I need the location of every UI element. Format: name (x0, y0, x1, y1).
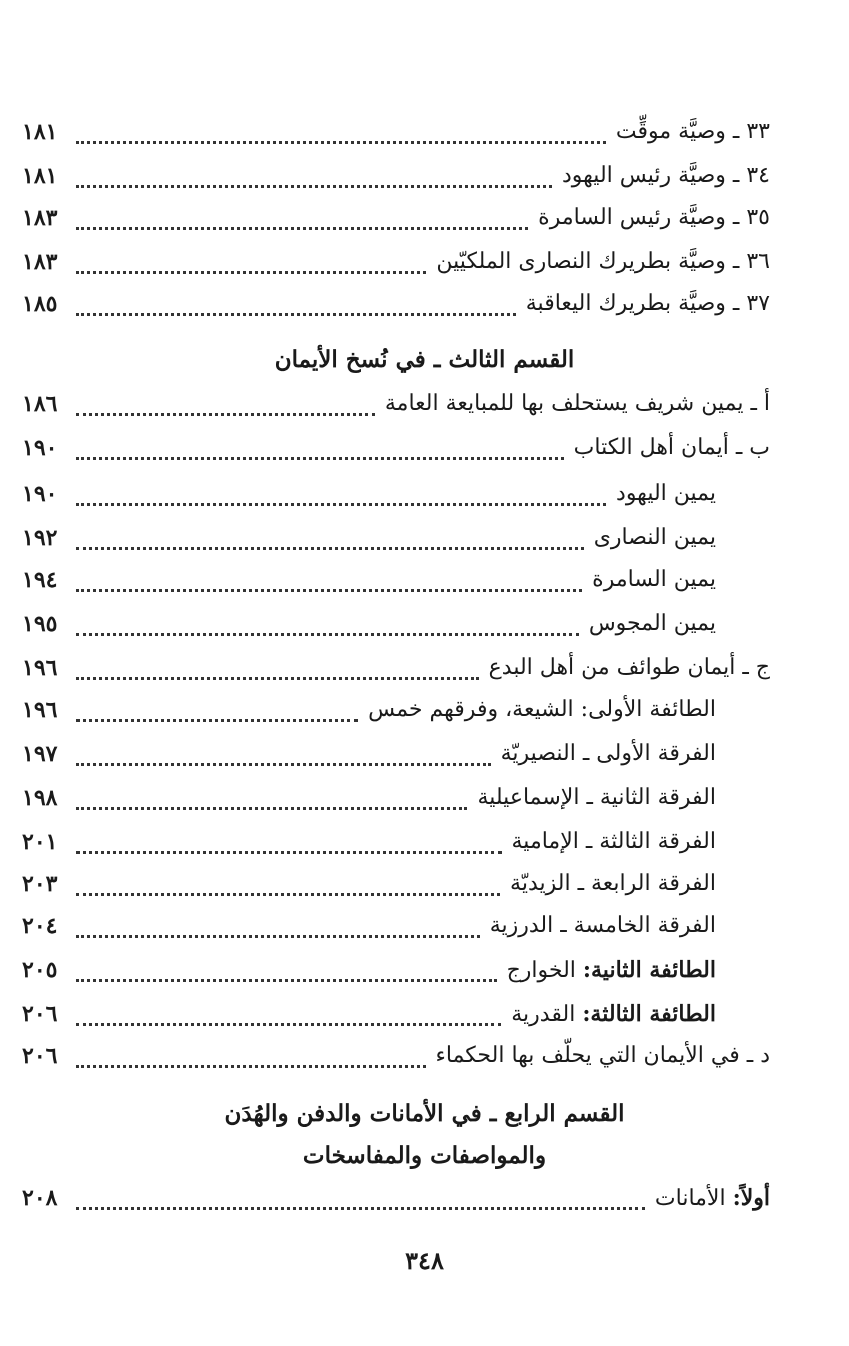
leader-dots (76, 717, 358, 722)
toc-entry-page: ١٩٦ (22, 655, 58, 681)
leader-dots (76, 631, 579, 636)
toc-entry-page: ١٩٤ (22, 567, 58, 593)
toc-entry-title: الفرقة الرابعة ـ الزيديّة (510, 871, 716, 896)
toc-entry-title: ب ـ أيمان أهل الكتاب (573, 435, 770, 460)
toc-entry-page: ١٩٠ (22, 435, 58, 461)
section-heading: القسم الثالث ـ في نُسخ الأيمان (274, 346, 575, 373)
toc-entry (22, 384, 770, 424)
toc-entry-title (655, 1178, 770, 1219)
toc-entry (22, 198, 770, 238)
toc-entry-title: يمين اليهود (616, 481, 716, 506)
toc-entry (22, 648, 770, 688)
leader-dots (76, 1205, 645, 1210)
toc-entry-label: الطائفة الثالثة: (582, 1000, 716, 1027)
leader-dots (76, 849, 502, 854)
leader-dots (76, 225, 528, 230)
toc-entry (22, 1178, 770, 1218)
toc-entry-title: ٣٤ ـ وصيَّة رئيس اليهود (562, 163, 770, 188)
toc-entry (22, 242, 770, 282)
toc-entry-page: ٢٠٨ (22, 1185, 58, 1211)
toc-entry (22, 156, 770, 196)
toc-entry-page: ١٩٨ (22, 785, 58, 811)
toc-entry (22, 994, 770, 1034)
section-heading-continued: والمواصفات والمفاسخات (302, 1142, 547, 1169)
toc-entry-page: ٢٠٦ (22, 1001, 58, 1027)
leader-dots (76, 1021, 501, 1026)
toc-entry-title: الفرقة الأولى ـ النصيريّة (500, 741, 716, 766)
leader-dots (76, 933, 480, 938)
leader-dots (76, 675, 479, 680)
toc-entry-title: الفرقة الثالثة ـ الإمامية (511, 829, 716, 854)
toc-entry-page: ٢٠٣ (22, 871, 58, 897)
leader-dots (76, 977, 497, 982)
toc-entry (22, 560, 770, 600)
toc-entry (22, 474, 770, 514)
toc-entry-title: د ـ في الأيمان التي يحلّف بها الحكماء (435, 1043, 770, 1068)
leader-dots (76, 891, 500, 896)
toc-entry (22, 604, 770, 644)
toc-entry-title: ٣٧ ـ وصيَّة بطريرك اليعاقبة (525, 291, 770, 316)
toc-entry-title: أ ـ يمين شريف يستحلف بها للمبايعة العامة (384, 391, 770, 416)
leader-dots (76, 183, 552, 188)
toc-entry-text: الأمانات (654, 1185, 726, 1211)
toc-entry-page: ٢٠٦ (22, 1043, 58, 1069)
toc-entry-page: ١٨٣ (22, 249, 58, 275)
toc-entry-title: الطائفة الأولى: الشيعة، وفرقهم خمس (368, 697, 716, 722)
toc-entry-title: يمين المجوس (588, 611, 716, 636)
toc-entry-text: الخوارج (506, 957, 576, 983)
toc-entry-title: الفرقة الثانية ـ الإسماعيلية (477, 785, 716, 810)
toc-entry (22, 1036, 770, 1076)
toc-entry (22, 428, 770, 468)
toc-entry-page: ٢٠٥ (22, 957, 58, 983)
toc-entry-title: يمين السامرة (592, 567, 716, 592)
toc-entry-page: ٢٠٤ (22, 913, 58, 939)
toc-entry-page: ١٨١ (22, 119, 58, 145)
toc-entry (22, 690, 770, 730)
toc-entry-page: ١٩٠ (22, 481, 58, 507)
toc-entry-page: ٢٠١ (22, 829, 58, 855)
leader-dots (76, 411, 375, 416)
toc-entry-label: الطائفة الثانية: (582, 956, 716, 983)
toc-entry (22, 864, 770, 904)
leader-dots (76, 1063, 426, 1068)
leader-dots (76, 805, 467, 810)
toc-entry (22, 284, 770, 324)
toc-entry-page: ١٨١ (22, 163, 58, 189)
toc-entry-title (511, 994, 716, 1035)
toc-entry-title: ٣٦ ـ وصيَّة بطريرك النصارى الملكيّين (436, 249, 770, 274)
leader-dots (76, 545, 584, 550)
leader-dots (76, 761, 491, 766)
toc-entry-page: ١٩٥ (22, 611, 58, 637)
toc-entry (22, 734, 770, 774)
toc-entry (22, 822, 770, 862)
toc-entry (22, 518, 770, 558)
toc-entry (22, 112, 770, 152)
toc-entry (22, 906, 770, 946)
toc-entry (22, 778, 770, 818)
toc-entry-title: ٣٥ ـ وصيَّة رئيس السامرة (538, 205, 770, 230)
section-heading: القسم الرابع ـ في الأمانات والدفن والهُدَن (224, 1100, 625, 1127)
leader-dots (76, 139, 606, 144)
page-number: ٣٤٨ (405, 1246, 444, 1275)
toc-entry-text: القدرية (511, 1001, 576, 1027)
toc-entry-title: يمين النصارى (593, 525, 716, 550)
leader-dots (76, 269, 426, 274)
leader-dots (76, 587, 582, 592)
toc-entry (22, 950, 770, 990)
toc-entry-page: ١٩٧ (22, 741, 58, 767)
toc-entry-title (507, 950, 716, 991)
toc-entry-title: الفرقة الخامسة ـ الدرزية (489, 913, 716, 938)
toc-entry-title: ٣٣ ـ وصيَّة موقِّت (615, 119, 770, 144)
leader-dots (76, 501, 606, 506)
toc-entry-page: ١٨٥ (22, 291, 58, 317)
toc-entry-page: ١٩٢ (22, 525, 58, 551)
toc-entry-label: أولاً: (732, 1184, 770, 1211)
toc-entry-page: ١٨٦ (22, 391, 58, 417)
leader-dots (76, 311, 516, 316)
toc-entry-page: ١٨٣ (22, 205, 58, 231)
toc-entry-page: ١٩٦ (22, 697, 58, 723)
toc-entry-title: ج ـ أيمان طوائف من أهل البدع (488, 655, 770, 680)
leader-dots (76, 455, 564, 460)
